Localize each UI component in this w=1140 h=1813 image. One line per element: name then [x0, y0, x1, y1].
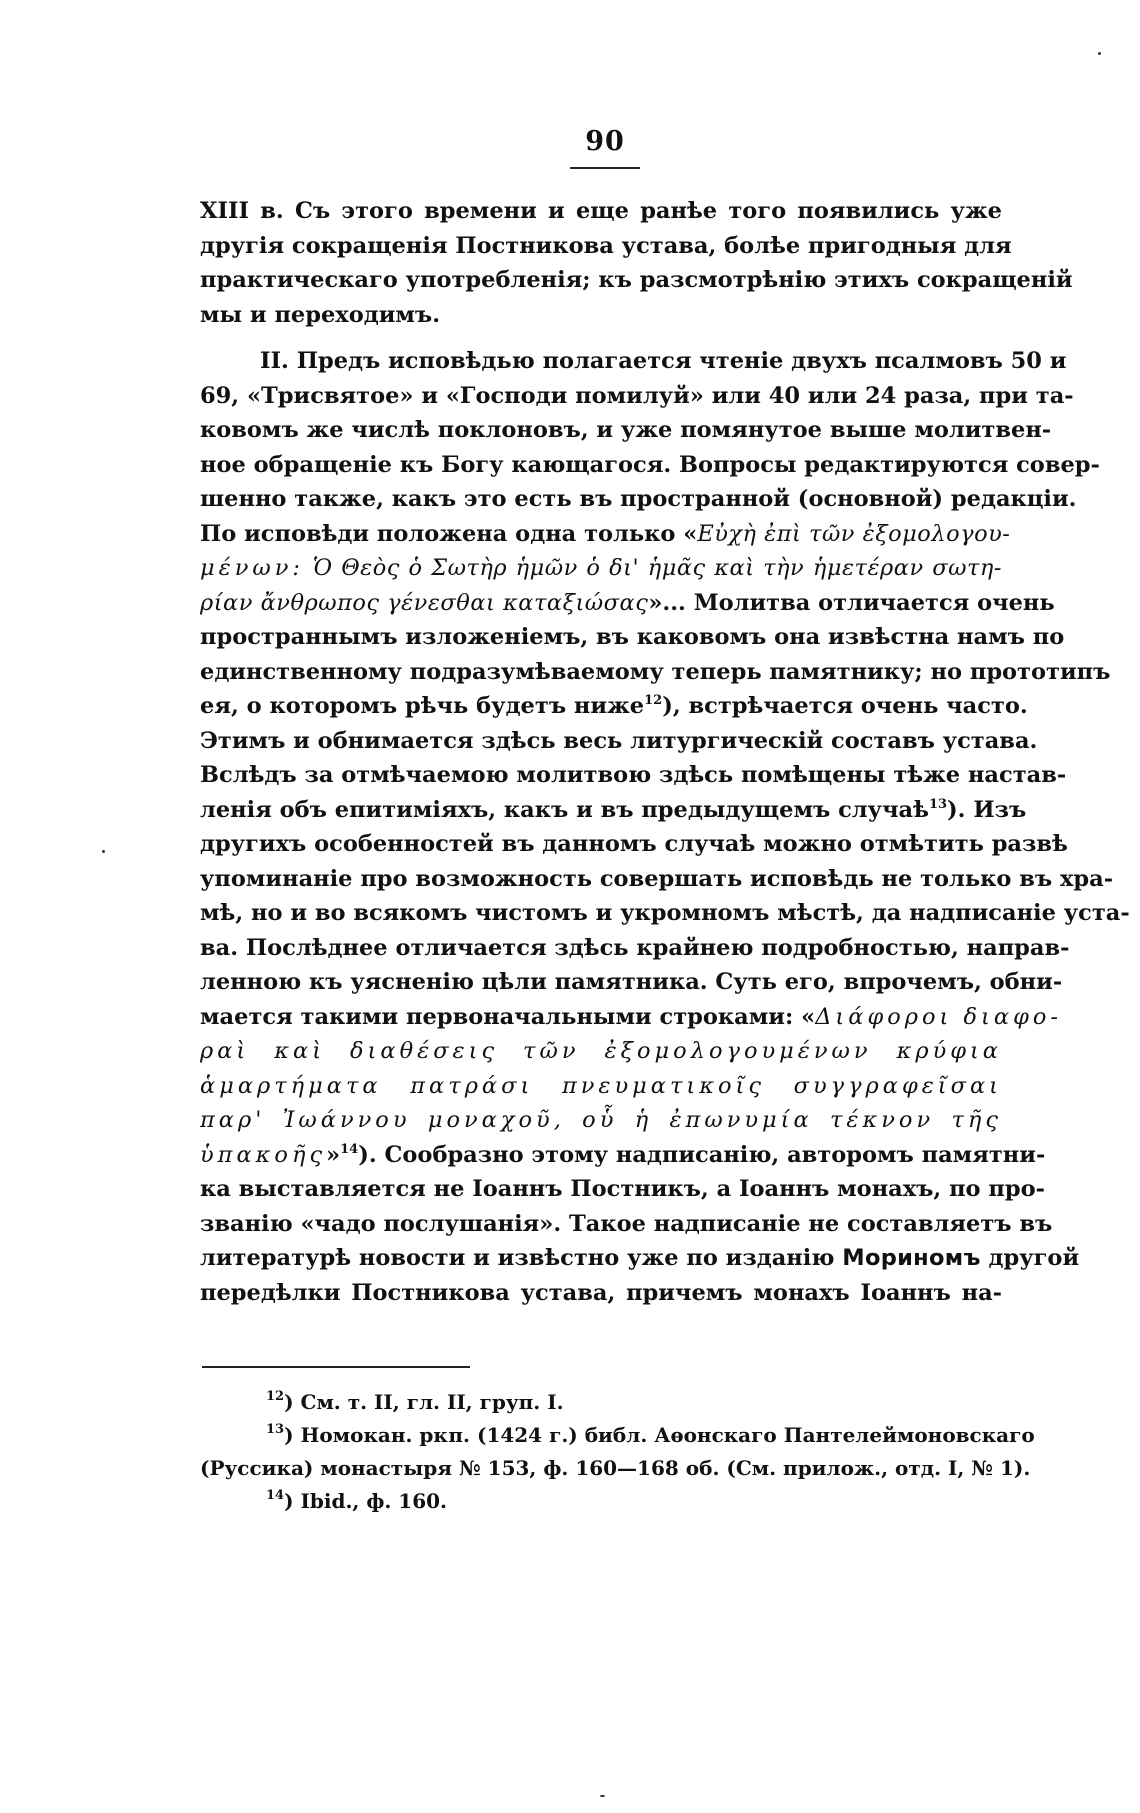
text-line [200, 586, 1055, 621]
footnote-mark: 13 [266, 1422, 285, 1437]
text-line: пространнымъ изложеніемъ, въ каковомъ она извѣстна намъ по [200, 624, 1065, 650]
text-line: мы и переходимъ. [200, 301, 441, 328]
text-segment: » [326, 1141, 341, 1168]
text-line [200, 793, 1027, 828]
footnote-13 [200, 1419, 1035, 1452]
greek-title: Διάφοροι διαφο- [815, 1003, 1062, 1030]
footnote-text: ) См. т. II, гл. II, груп. I. [284, 1390, 564, 1414]
text-segment: ). Сообразно этому надписанію, авторомъ памятни- [358, 1141, 1046, 1168]
footnote-text: ) Номокан. рκп. (1424 г.) библ. Аѳонскаго Пантелеймоновскаго [284, 1423, 1035, 1447]
text-segment: другой [988, 1245, 1080, 1271]
text-line: ва. Послѣднее отличается здѣсь крайнею подробностью, направ- [200, 934, 1070, 961]
text-line: практическаго употребленія; къ разсмотрѣнію этихъ сокращеній [200, 267, 1073, 293]
greek-title: ὑπακοῆς [200, 1141, 327, 1168]
footnote-mark: 12 [266, 1389, 285, 1404]
text-line: званію «чадо послушанія». Такое надписаніе не составляетъ въ [200, 1210, 1053, 1237]
text-line [200, 1069, 1002, 1104]
text-line: ное обращеніе къ Богу кающагося. Вопросы редактируются совер- [200, 451, 1100, 478]
text-line [200, 551, 1002, 586]
footnote-ref: 12 [644, 693, 663, 708]
footnote-ref: 14 [340, 1141, 359, 1157]
text-line [200, 1000, 1062, 1035]
text-line: II. Предъ исповѣдью полагается чтеніе двухъ псалмовъ 50 и [260, 348, 1067, 374]
greek-title: Εὐχὴ ἐπὶ τῶν ἐξομολογου- [697, 520, 1011, 547]
paragraph-1 [200, 194, 1073, 332]
author-name-bold: Мориномъ [842, 1245, 981, 1271]
main-text [200, 194, 1130, 1310]
text-line: ленною къ уясненію цѣли памятника. Суть его, впрочемъ, обни- [200, 969, 1063, 995]
greek-title: μένων: [200, 555, 304, 581]
scan-speck [1098, 52, 1101, 55]
footnote-13-continued: (Руссика) монастыря № 153, ф. 160—168 об. (См. прилож., отд. I, № 1). [200, 1456, 1031, 1480]
text-line [200, 1103, 1002, 1138]
text-line [200, 517, 1011, 552]
text-line: 69, «Трисвятое» и «Господи помилуй» или 40 или 24 раза, при та- [200, 382, 1074, 409]
text-line: другія сокращенія Постникова устава, болѣе пригодныя для [200, 232, 1012, 259]
footnote-12 [200, 1386, 1002, 1419]
footnote-ref: 13 [928, 796, 948, 812]
footnote-separator [202, 1366, 470, 1368]
text-line [200, 689, 1028, 724]
text-line: единственному подразумѣваемому теперь памятнику; но прототипъ [200, 658, 1111, 685]
text-line: передѣлки Постникова устава, причемъ монахъ Іоаннъ на- [200, 1279, 1002, 1306]
text-segment: мается такими первоначальными строками: « [200, 1003, 816, 1030]
text-line [200, 1138, 1046, 1173]
text-line: шенно также, какъ это есть въ пространной (основной) редакціи. [200, 486, 1077, 512]
text-line: другихъ особенностей въ данномъ случаѣ можно отмѣтить развѣ [200, 831, 1068, 857]
text-line: упоминаніе про возможность совершать исповѣдь не только въ хра- [200, 865, 1114, 892]
text-segment: ея, о которомъ рѣчь будетъ ниже [200, 693, 645, 719]
scan-speck [600, 1795, 605, 1797]
text-line: XIII в. Съ этого времени и еще ранѣе того появились уже [200, 198, 1002, 224]
greek-title: παρ' Ἰωάννου μοναχοῦ, οὗ ἡ ἐπωνυμία τέκνον τῆς [200, 1107, 1002, 1133]
text-segment: литературѣ новости и извѣстно уже по изданію [200, 1245, 835, 1271]
greek-title: ραὶ καὶ διαθέσεις τῶν ἐξομολογουμένων κρύφια [200, 1038, 1002, 1064]
text-segment: ). Изъ [947, 796, 1027, 823]
footnotes [200, 1386, 1035, 1518]
text-line [200, 1241, 1080, 1276]
paragraph-2 [200, 344, 1130, 1310]
greek-quote: ρίαν ἄνθρωπος γένεσθαι καταξιώσας [200, 589, 649, 616]
text-line: ковомъ же числѣ поклоновъ, и уже помянутое выше молитвен- [200, 417, 1052, 443]
footnote-14 [200, 1485, 1002, 1518]
text-segment: ленія объ епитиміяхъ, какъ и въ предыдущемъ случаѣ [200, 796, 929, 823]
greek-quote: Ὁ Θεὸς ὁ Σωτὴρ ἡμῶν ὁ δι' ἡμᾶς καὶ τὴν ἡμετέραν σωτη- [312, 555, 1002, 581]
text-line: ка выставляется не Іоаннъ Постникъ, а Іоаннъ монахъ, по про- [200, 1176, 1045, 1202]
text-line [200, 1034, 1002, 1069]
footnote-text: ) Ibid., ф. 160. [284, 1489, 448, 1513]
text-segment: ), встрѣчается очень часто. [662, 693, 1028, 719]
footnote-mark: 14 [266, 1488, 285, 1503]
page-number: 90 [585, 126, 625, 157]
text-line: мѣ, но и во всякомъ чистомъ и укромномъ мѣстѣ, да надписаніе уста- [200, 900, 1130, 926]
text-line: Этимъ и обнимается здѣсь весь литургическій составъ устава. [200, 727, 1038, 754]
page-number-rule [570, 167, 640, 169]
greek-title: ἁμαρτήματα πατράσι πνευματικοῖς συγγραφεῖσαι [200, 1072, 1002, 1099]
text-line: Вслѣдъ за отмѣчаемою молитвою здѣсь помѣщены тѣже настав- [200, 762, 1067, 788]
text-segment: »... Молитва отличается очень [648, 589, 1055, 616]
scan-speck [102, 850, 105, 853]
text-segment: По исповѣди положена одна только « [200, 520, 698, 547]
